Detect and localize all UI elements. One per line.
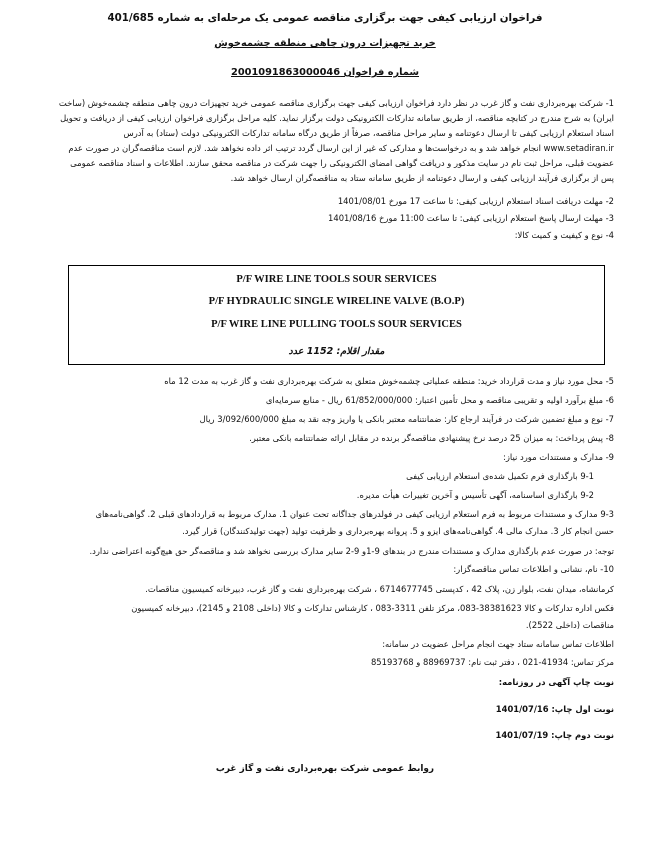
publication-heading: نوبت چاپ آگهی در روزنامه: — [498, 677, 614, 687]
paragraph-1-line-6: پس از برگزاری فرآیند ارزیابی کیفی و ارسال دعوتنامه از طریق سامانه ستاد به مناقصه‌گران ارسال خواهد شد. — [230, 173, 614, 183]
address: کرمانشاه، میدان نفت، بلوار زن، پلاک 42 ، کدپستی 6714677745 ، شرکت بهره‌برداری نفت و گاز غرب، دبیرخانه کمیسیون مناقصات. — [145, 584, 614, 594]
paragraph-2-deadline: 2- مهلت دریافت اسناد استعلام ارزیابی کیفی: تا ساعت 17 مورخ 1401/08/01 — [337, 196, 614, 206]
document-title: فراخوان ارزیابی کیفی جهت برگزاری مناقصه عمومی یک مرحله‌ای به شماره 401/685 — [107, 12, 543, 24]
call-number: شماره فراخوان 2001091863000046 — [231, 67, 419, 78]
paragraph-1-line-5: عضویت قبلی، مراحل ثبت نام در سایت مذکور و دریافت گواهی امضای الکترونیکی را جهت شرکت در مناقصه محقق سازند. اطلاعات و اسناد مناقصه عمومی — [70, 158, 614, 168]
paragraph-7: 7- نوع و مبلغ تضمین شرکت در فرآیند ارجاع کار: ضمانتنامه معتبر بانکی یا واریز وجه نقد به مبلغ 3/092/600/000 ریال — [199, 414, 614, 424]
goods-item: P/F HYDRAULIC SINGLE WIRELINE VALVE (B.O.P) — [208, 296, 465, 307]
paragraph-9: 9- مدارک و مستندات مورد نیاز: — [503, 452, 614, 462]
paragraph-1-line-1: 1- شرکت بهره‌برداری نفت و گاز غرب در نظر دارد فراخوان ارزیابی کیفی جهت برگزاری مناقصه عمومی خرید تجهیزات درون چاهی منطقه چشمه‌خوش (ساخت — [58, 98, 614, 108]
paragraph-9-3-line-1: 9-3 مدارک و مستندات مربوط به فرم استعلام ارزیابی کیفی در فولدرهای جداگانه تحت عنوان 1. مدارک مربوط به قراردادهای قبلی 2. گواهی‌نامه‌های — [95, 509, 614, 519]
note: توجه: در صورت عدم بارگذاری مدارک و مستندات مندرج در بندهای 9-1و 9-2 سایر مدارک بررسی نخواهد شد و مناقصه‌گر حق هیچ‌گونه اعتراضی ندارد. — [89, 546, 614, 556]
setad-contact: اطلاعات تماس سامانه ستاد جهت انجام مراحل عضویت در سامانه: — [382, 639, 614, 649]
publication-first: نوبت اول چاپ: 1401/07/16 — [495, 704, 614, 714]
goods-box — [68, 265, 605, 365]
footer-signature: روابط عمومی شرکت بهره‌برداری نفت و گاز غرب — [215, 764, 435, 774]
paragraph-10: 10- نام، نشانی و اطلاعات تماس مناقصه‌گزار: — [453, 564, 614, 574]
paragraph-4-goods: 4- نوع و کیفیت و کمیت کالا: — [514, 230, 614, 240]
setad-center: مرکز تماس: 41934-021 ، دفتر ثبت نام: 88969737 و 85193768 — [370, 657, 614, 667]
publication-second: نوبت دوم چاپ: 1401/07/19 — [495, 730, 614, 740]
fax-line-2: مناقصات (داخلی 2522). — [525, 620, 614, 630]
paragraph-1-line-3: اسناد استعلام ارزیابی کیفی تا ارسال دعوتنامه و سایر مراحل مناقصه، صرفاً از طریق درگاه سامانه تدارکات الکترونیکی دولت (ستاد) به آدرس — [123, 128, 614, 138]
goods-item: P/F WIRE LINE PULLING TOOLS SOUR SERVICES — [211, 319, 462, 330]
paragraph-6: 6- مبلغ برآورد اولیه و تقریبی مناقصه و محل تأمین اعتبار: 61/852/000/000 ریال - منابع سرمایه‌ای — [265, 395, 614, 405]
document-subtitle: خرید تجهیزات درون چاهی منطقه چشمه‌خوش — [214, 38, 436, 49]
paragraph-9-2: 9-2 بارگذاری اساسنامه، آگهی تأسیس و آخرین تغییرات هیأت مدیره. — [356, 490, 594, 500]
paragraph-3-deadline: 3- مهلت ارسال پاسخ استعلام ارزیابی کیفی: تا ساعت 11:00 مورخ 1401/08/16 — [328, 213, 614, 223]
fax-line-1: فکس اداره تدارکات و کالا 38381623-083، مرکز تلفن 3311-083 ، کارشناس تدارکات و کالا (داخلی 2108 و 2145)، دبیرخانه کمیسیون — [131, 603, 614, 613]
paragraph-1-line-2: ایران) به شرح مندرج در کتابچه مناقصه، از طریق سامانه تدارکات الکترونیکی دولت برگزار نماید. کلیه مراحل برگزاری فراخوان ارزیابی کیفی از دریافت و تحویل — [60, 113, 614, 123]
goods-item: P/F WIRE LINE TOOLS SOUR SERVICES — [236, 274, 437, 285]
paragraph-8: 8- پیش پرداخت: به میزان 25 درصد نرخ پیشنهادی مناقصه‌گر برنده در مقابل ارائه ضمانتنامه بانکی معتبر. — [249, 433, 614, 443]
paragraph-1-line-4: www.setadiran.ir انجام خواهد شد و به درخواست‌ها و مدارکی که غیر از این ارسال گردد ترتیب اثر داده نخواهد شد. لازم است مناقصه‌گران در صورت عدم — [68, 143, 614, 153]
paragraph-9-3-line-2: حسن انجام کار 3. مدارک مالی 4. گواهی‌نامه‌های ایزو و 5. پروانه بهره‌برداری و ظرفیت تولید (جهت تولیدکنندگان) قرار گیرد. — [182, 526, 614, 536]
goods-quantity: مقدار اقلام: 1152 عدد — [288, 346, 385, 357]
paragraph-5: 5- محل مورد نیاز و مدت قرارداد خرید: منطقه عملیاتی چشمه‌خوش متعلق به شرکت بهره‌برداری نفت و گاز غرب به مدت 12 ماه — [164, 376, 614, 386]
paragraph-9-1: 9-1 بارگذاری فرم تکمیل شده‌ی استعلام ارزیابی کیفی — [406, 471, 594, 481]
